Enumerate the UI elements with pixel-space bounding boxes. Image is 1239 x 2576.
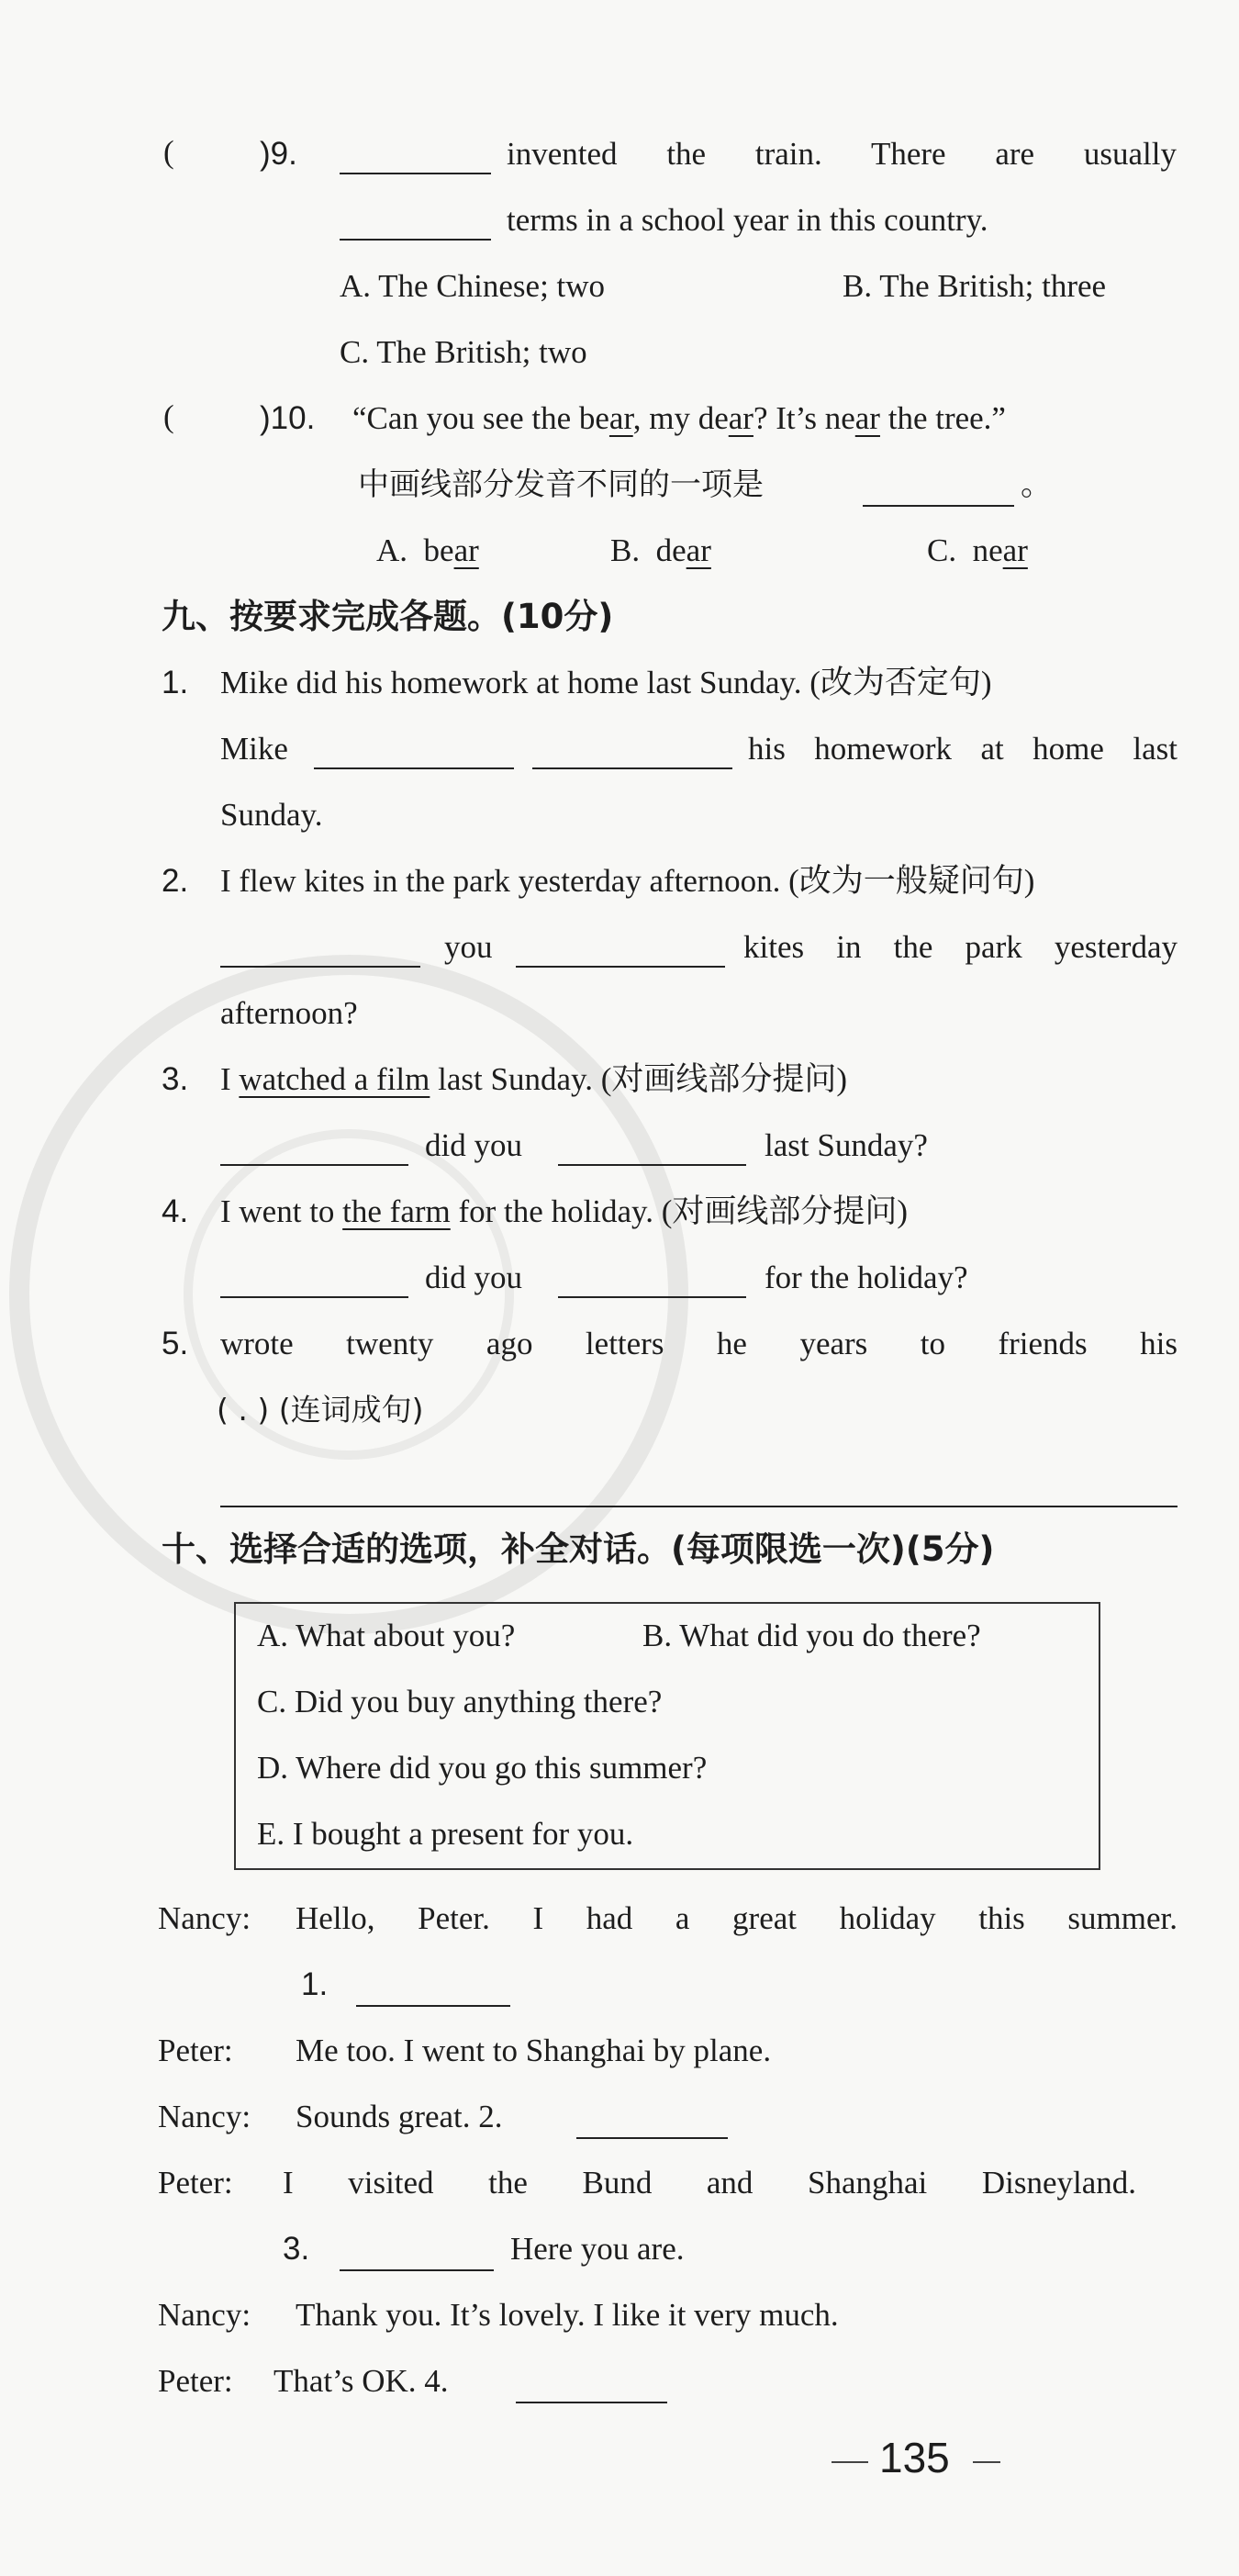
item-1-answer-start: Mike	[220, 731, 288, 767]
dialogue-speaker-1: Nancy:	[158, 1900, 251, 1936]
option-c: C. Did you buy anything there?	[257, 1684, 663, 1719]
item-2-answer-cont: afternoon?	[220, 995, 358, 1031]
answer-paren-open: (	[163, 134, 174, 170]
item-4-answer-end: for the holiday?	[765, 1260, 968, 1295]
q10-sentence: “Can you see the bear, my dear? It’s near the tree.”	[352, 400, 1006, 436]
option-a: A. What about you?	[257, 1618, 516, 1653]
q9-blank-1[interactable]	[340, 173, 491, 174]
item-1-blank-2[interactable]	[532, 767, 732, 769]
q10-option-b[interactable]: B. dear	[610, 532, 711, 568]
item-4-blank-1[interactable]	[220, 1296, 408, 1298]
answer-paren-open: (	[163, 398, 174, 434]
section-10-heading: 十、选择合适的选项，补全对话。(每项限选一次)(5分)	[162, 1529, 995, 1569]
q10-number: )10.	[260, 400, 316, 436]
item-3-blank-1[interactable]	[220, 1164, 408, 1166]
item-5-answer-line[interactable]	[220, 1506, 1178, 1507]
item-3-blank-2[interactable]	[558, 1164, 746, 1166]
q9-blank-2[interactable]	[340, 239, 491, 241]
item-1-text: Mike did his homework at home last Sunday. (改为否定句)	[220, 665, 992, 700]
item-4-text: I went to the farm for the holiday. (对画线部分提问)	[220, 1193, 909, 1229]
dialogue-line-6: That’s OK. 4.	[273, 2363, 449, 2399]
q9-line1: invented the train. There are usually	[507, 136, 1177, 172]
dialogue-blank-4[interactable]	[516, 2402, 667, 2403]
option-b: B. What did you do there?	[642, 1618, 981, 1653]
page-number-dash-left	[832, 2461, 868, 2463]
dialogue-speaker-6: Peter:	[158, 2363, 233, 2399]
dialogue-blank-2[interactable]	[576, 2137, 728, 2139]
q10-period: 。	[1021, 466, 1054, 502]
q9-option-b[interactable]: B. The British; three	[843, 268, 1107, 304]
item-3-number: 3.	[162, 1061, 189, 1097]
item-1-answer-end: his homework at home last	[748, 731, 1178, 767]
item-2-blank-2[interactable]	[516, 966, 725, 968]
q10-blank[interactable]	[863, 505, 1014, 507]
item-5-number: 5.	[162, 1326, 189, 1361]
option-e: E. I bought a present for you.	[257, 1816, 634, 1852]
dialogue-blank-1[interactable]	[356, 2005, 510, 2007]
q9-line2: terms in a school year in this country.	[507, 202, 988, 238]
dialogue-line-4-tail: Here you are.	[510, 2231, 685, 2267]
item-1-blank-1[interactable]	[314, 767, 514, 769]
dialogue-speaker-2: Peter:	[158, 2033, 233, 2068]
item-2-text: I flew kites in the park yesterday afternoon. (改为一般疑问句)	[220, 863, 1035, 899]
dialogue-line-4: I visited the Bund and Shanghai Disneyland.	[283, 2165, 1136, 2201]
item-3-did-you: did you	[425, 1127, 522, 1163]
dialogue-line-3: Sounds great. 2.	[296, 2099, 503, 2134]
q9-option-a[interactable]: A. The Chinese; two	[340, 268, 606, 304]
q9-number: )9.	[260, 136, 297, 172]
page-number: 135	[879, 2434, 950, 2481]
q10-option-c[interactable]: C. near	[927, 532, 1028, 568]
item-3-text: I watched a film last Sunday. (对画线部分提问)	[220, 1061, 848, 1097]
item-2-blank-1[interactable]	[220, 966, 420, 968]
dialogue-line-5: Thank you. It’s lovely. I like it very much.	[296, 2297, 839, 2333]
dialogue-blank-3[interactable]	[340, 2269, 494, 2271]
dialogue-blank-3-number: 3.	[283, 2231, 310, 2267]
dialogue-speaker-3: Nancy:	[158, 2099, 251, 2134]
item-4-blank-2[interactable]	[558, 1296, 746, 1298]
dialogue-speaker-4: Peter:	[158, 2165, 233, 2201]
item-2-number: 2.	[162, 863, 189, 899]
item-2-word-you: you	[444, 929, 493, 965]
q10-instruction: 中画线部分发音不同的一项是	[358, 466, 764, 503]
item-1-answer-cont: Sunday.	[220, 797, 323, 833]
page-number-dash-right	[973, 2461, 1000, 2463]
option-d: D. Where did you go this summer?	[257, 1750, 708, 1786]
dialogue-blank-1-number: 1.	[301, 1966, 329, 2002]
item-4-number: 4.	[162, 1193, 189, 1229]
dialogue-line-2: Me too. I went to Shanghai by plane.	[296, 2033, 772, 2068]
item-2-answer-end: kites in the park yesterday	[743, 929, 1178, 965]
item-5-instruction: ( . ) (连词成句)	[217, 1392, 424, 1428]
q10-option-a[interactable]: A. bear	[376, 532, 479, 568]
item-3-answer-end: last Sunday?	[765, 1127, 928, 1163]
item-5-words: wrote twenty ago letters he years to friends his	[220, 1326, 1178, 1361]
section-9-heading: 九、按要求完成各题。(10分)	[162, 597, 614, 636]
item-1-number: 1.	[162, 665, 189, 700]
dialogue-line-1: Hello, Peter. I had a great holiday this summer.	[296, 1900, 1178, 1936]
item-4-did-you: did you	[425, 1260, 522, 1295]
dialogue-speaker-5: Nancy:	[158, 2297, 251, 2333]
q9-option-c[interactable]: C. The British; two	[340, 334, 587, 370]
